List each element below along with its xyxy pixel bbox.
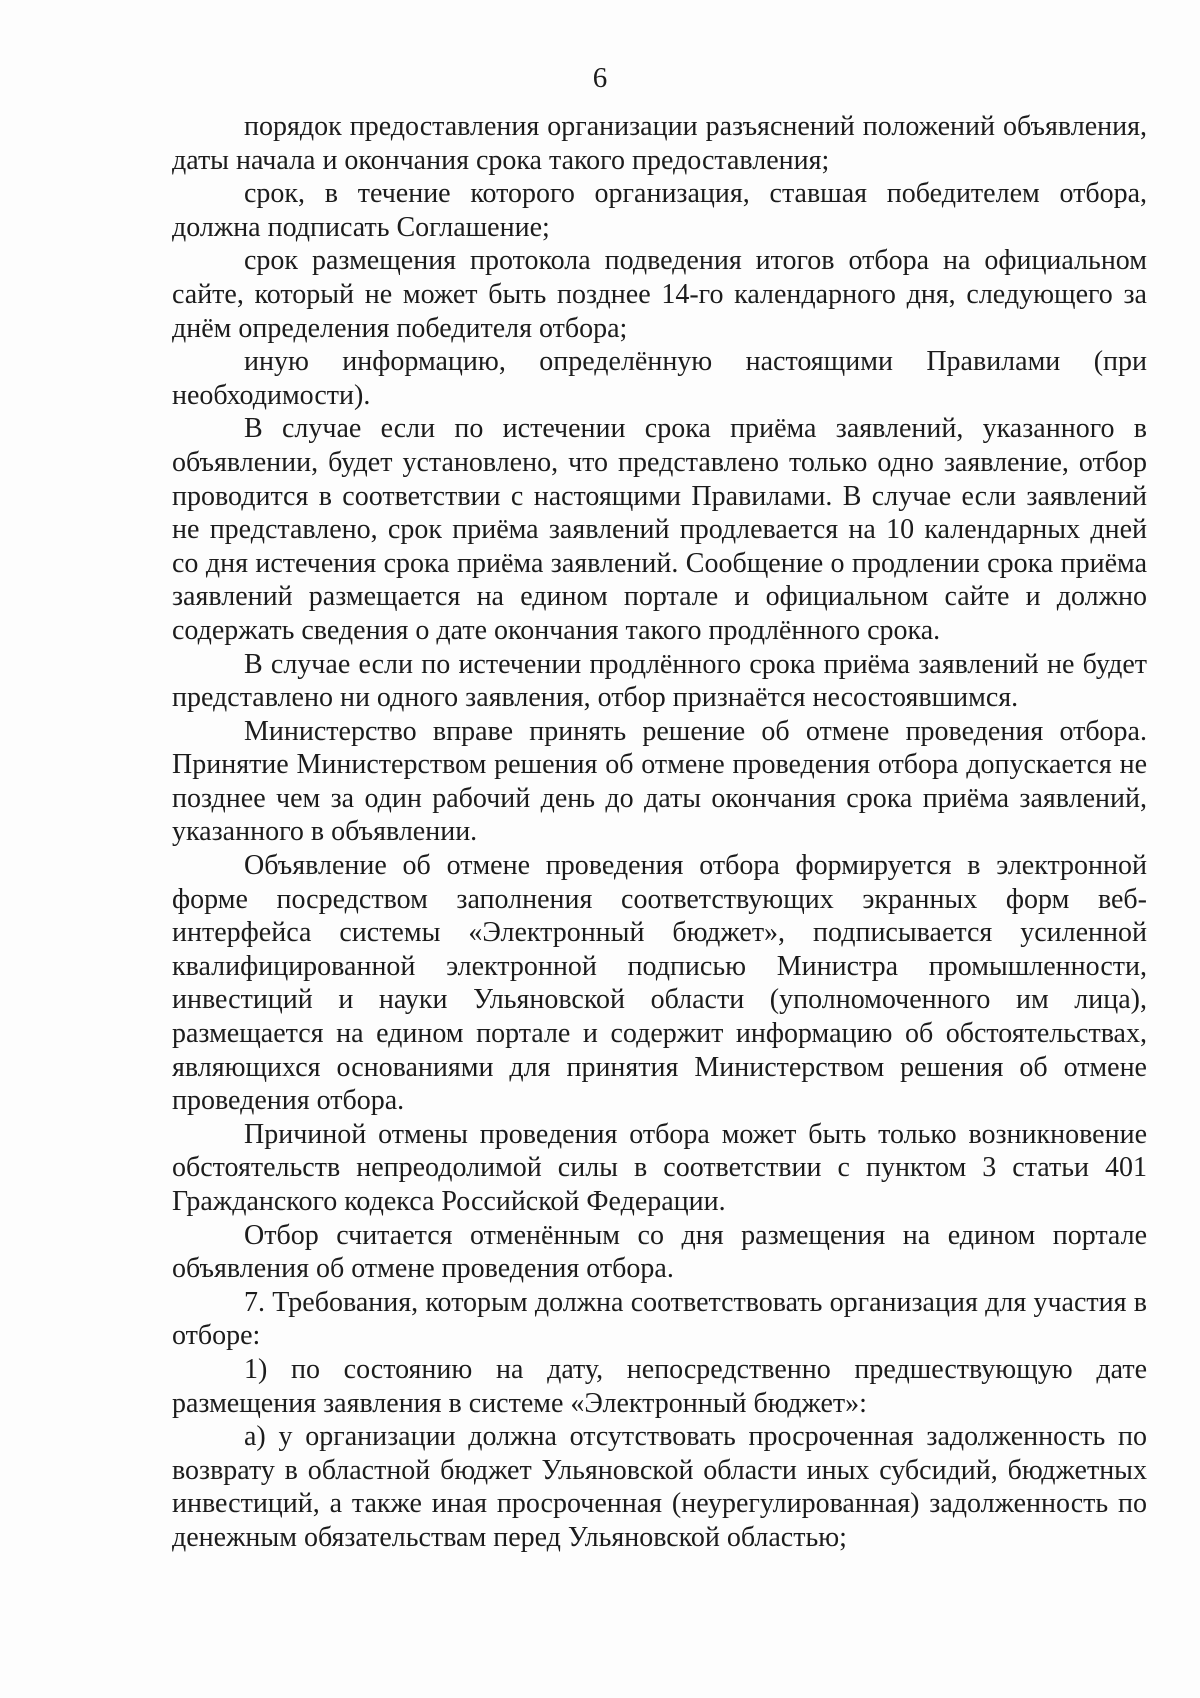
paragraph-cancellation-effective: Отбор считается отменённым со дня размещения на едином портале объявления об отмене проведения отбора. xyxy=(172,1219,1147,1285)
paragraph-single-application: В случае если по истечении срока приёма заявлений, указанного в объявлении, будет установлено, что представлено только одно заявление, отбор проводится в соответствии с настоящими Правилами. В случае если заявлений не представлено, срок приёма заявлений продлевается на 10 календарных дней со дня истечения срока приёма заявлений. Сообщение о продлении срока приёма заявлений размещается на едином портале и официальном сайте и должно содержать сведения о дате окончания такого продлённого срока. xyxy=(172,413,1147,646)
paragraph-clarification-order: порядок предоставления организации разъяснений положений объявления, даты начала и окончания срока такого предоставления; xyxy=(172,111,1147,176)
page-number: 6 xyxy=(592,62,608,94)
paragraph-failed-selection: В случае если по истечении продлённого срока приёма заявлений не будет представлено ни одного заявления, отбор признаётся несостоявшимся. xyxy=(172,648,1147,714)
paragraph-protocol-deadline: срок размещения протокола подведения итогов отбора на официальном сайте, который не может быть позднее 14-го календарного дня, следующего за днём определения победителя отбора; xyxy=(172,245,1147,344)
document-body xyxy=(172,110,1147,1555)
paragraph-agreement-deadline: срок, в течение которого организация, ставшая победителем отбора, должна подписать Соглашение; xyxy=(172,178,1147,243)
paragraph-requirement-1: 1) по состоянию на дату, непосредственно предшествующую дате размещения заявления в системе «Электронный бюджет»: xyxy=(172,1353,1147,1419)
paragraph-cancellation-reason: Причиной отмены проведения отбора может быть только возникновение обстоятельств непреодолимой силы в соответствии с пунктом 3 статьи 401 Гражданского кодекса Российской Федерации. xyxy=(172,1118,1147,1217)
paragraph-other-info: иную информацию, определённую настоящими Правилами (при необходимости). xyxy=(172,346,1147,411)
paragraph-requirements-heading: 7. Требования, которым должна соответствовать организация для участия в отборе: xyxy=(172,1286,1147,1352)
paragraph-cancellation-right: Министерство вправе принять решение об отмене проведения отбора. Принятие Министерством решения об отмене проведения отбора допускается не позднее чем за один рабочий день до даты окончания срока приёма заявлений, указанного в объявлении. xyxy=(172,715,1147,848)
paragraph-cancellation-notice: Объявление об отмене проведения отбора формируется в электронной форме посредством заполнения соответствующих экранных форм веб-интерфейса системы «Электронный бюджет», подписывается усиленной квалифицированной электронной подписью Министра промышленности, инвестиций и науки Ульяновской области (уполномоченного им лица), размещается на едином портале и содержит информацию об обстоятельствах, являющихся основаниями для принятия Министерством решения об отмене проведения отбора. xyxy=(172,850,1147,1117)
paragraph-requirement-1a: а) у организации должна отсутствовать просроченная задолженность по возврату в областной бюджет Ульяновской области иных субсидий, бюджетных инвестиций, а также иная просроченная (неурегулированная) задолженность по денежным обязательствам перед Ульяновской областью; xyxy=(172,1421,1147,1553)
